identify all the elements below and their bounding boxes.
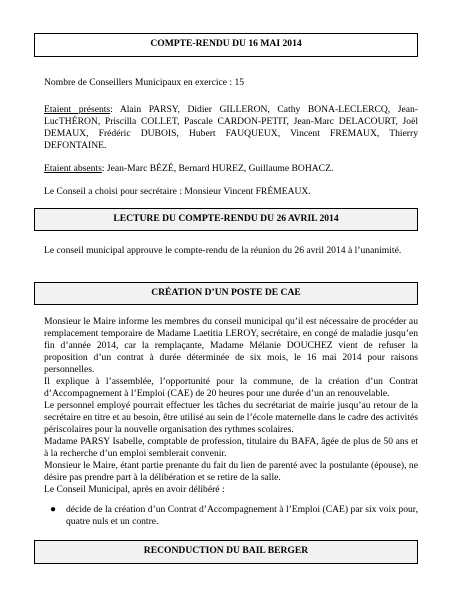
attendance-block [44, 69, 418, 198]
section-heading-cae-text: CRÉATION D’UN POSTE DE CAE [151, 287, 301, 298]
decision-item [44, 504, 418, 528]
bullet-icon: ● [50, 504, 57, 515]
section-heading-bail-text: RECONDUCTION DU BAIL BERGER [143, 545, 309, 556]
absent-label: Etaient absents [44, 163, 102, 174]
cae-paragraph-3: Le personnel employé pourrait effectuer les tâches du secrétariat de mairie jusqu’au retour de la secrétaire en titre et au besoin, être utilisé au sein de l’école maternelle dans le cadre des activités périscolaires pour la nouvelle organisation des rythmes scolaires. [44, 400, 418, 435]
present-members [44, 104, 418, 152]
section-heading-cae [34, 282, 418, 305]
present-list: : Alain PARSY, Didier GILLERON, Cathy BONA-LECLERCQ, Jean-LucTHÉRON, Priscilla COLLET, Pascale CARDON-PETIT, Jean-Marc DELACOURT, Joël DEMAUX, Frédéric DUBOIS, Hubert FAUQUEUX, Vincent FREMAUX, Thierry DEFONTAINE. [44, 104, 418, 151]
section-heading-bail [34, 540, 418, 564]
cae-paragraph-6: Le Conseil Municipal, après en avoir délibéré : [44, 484, 225, 495]
cae-body [44, 316, 418, 528]
decision-text: décide de la création d’un Contrat d’Accompagnement à l’Emploi (CAE) par six voix pour, quatre nuls et un contre. [66, 504, 418, 527]
lecture-text: Le conseil municipal approuve le compte-rendu de la réunion du 26 avril 2014 à l’unanimité. [44, 245, 402, 256]
section-heading-lecture [34, 208, 418, 231]
cae-paragraph-4: Madame PARSY Isabelle, comptable de profession, titulaire du BAFA, âgée de plus de 50 ans et à la recherche d’un emploi semblerait convenir. [44, 436, 418, 459]
cae-paragraph-2: Il explique à l’assemblée, l’opportunité pour la commune, de la création d’un Contrat d’Accompagnement à l’Emploi (CAE) de 20 heures pour une durée d’un an renouvelable. [44, 376, 418, 399]
absent-members [44, 163, 418, 175]
cae-paragraph-5: Monsieur le Maire, étant partie prenante du fait du lien de parenté avec la postulante (épouse), ne désire pas prendre part à la délibération et se retire de la salle. [44, 460, 418, 483]
section-heading-lecture-text: LECTURE DU COMPTE-RENDU DU 26 AVRIL 2014 [113, 213, 339, 224]
councillors-count: Nombre de Conseillers Municipaux en exercice : 15 [44, 77, 245, 88]
absent-list: : Jean-Marc BÉZÉ, Bernard HUREZ, Guillaume BOHACZ. [101, 163, 334, 174]
report-title-text: COMPTE-RENDU DU 16 MAI 2014 [150, 38, 302, 49]
decision-list [44, 504, 418, 528]
secretary-line: Le Conseil a choisi pour secrétaire : Monsieur Vincent FRÉMEAUX. [44, 186, 311, 197]
cae-paragraph-1: Monsieur le Maire informe les membres du conseil municipal qu’il est nécessaire de procéder au remplacement temporaire de Madame Laetitia LEROY, secrétaire, en congé de maladie jusqu’en fin d’année 2014, car la remplaçante, Madame Mélanie DOUCHEZ vient de refuser la proposition d’un contrat à durée déterminée de six mois, le 16 mai 2014 pour raisons personnelles. [44, 316, 418, 375]
report-title [34, 33, 418, 57]
present-label: Etaient présents [44, 104, 111, 115]
